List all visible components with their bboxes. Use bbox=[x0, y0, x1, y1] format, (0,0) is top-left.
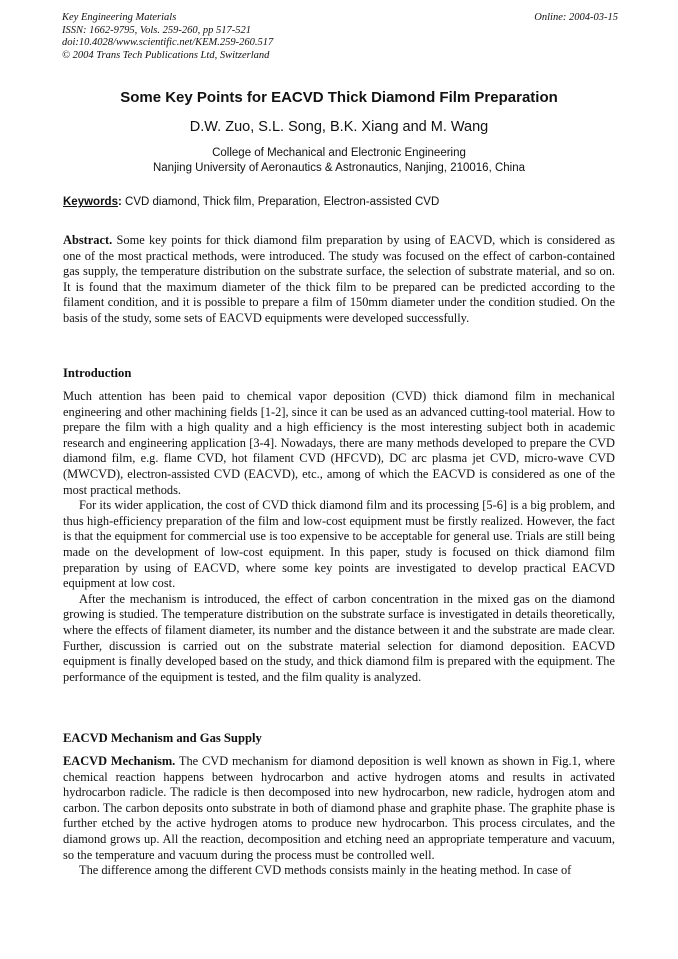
mechanism-run-in: EACVD Mechanism. bbox=[63, 754, 176, 768]
mechanism-paragraph-1: The CVD mechanism for diamond deposition is well known as shown in Fig.1, where chemical reaction happens between hydrocarbon and active hydrogen atoms and results in activated hydrocarbon radicle. The radicle is then decomposed into new hydrocarbon, new radicle, hydrogen atom and carbon. The carbon deposits onto substrate in both of diamond phase and graphite phase. The graphite phase is further etched by the active hydrogen atoms to produce new hydrocarbon. This process circulates, and the diamond grows up. All the reaction, decomposition and etching need an appropriate temperature and vacuum, so the temperature and vacuum during the process must be controlled well. bbox=[63, 754, 616, 862]
abstract-text: Some key points for thick diamond film preparation by using of EACVD, which is considered as one of the most practical methods, were introduced. The study was focused on the effect of carbon-contained gas supply, the temperature distribution on the substrate surface, the selection of substrate material, and so on. It is found that the maximum diameter of the thick film to be prepared can be predicted according to the filament condition, and it is possible to prepare a film of 150mm diameter under the condition studied. On the basis of the study, some sets of EACVD equipments were developed successfully. bbox=[63, 233, 615, 325]
affiliation bbox=[0, 146, 678, 176]
introduction-section bbox=[63, 389, 615, 685]
intro-paragraph-3: After the mechanism is introduced, the effect of carbon concentration in the mixed gas on the diamond growing is studied. The temperature distribution on the substrate surface is investigated in details theoretically, where the effects of filament diameter, its number and the distance between it and the substrate are made clear. Further, discussion is carried out on the substrate material selection for diamond deposition. EACVD equipment is finally developed based on the study, and thick diamond film is prepared with the equipment. The performance of the equipment is tested, and the film quality is analyzed. bbox=[63, 591, 615, 684]
introduction-heading: Introduction bbox=[63, 366, 132, 380]
paper-title: Some Key Points for EACVD Thick Diamond Film Preparation bbox=[120, 89, 558, 106]
intro-paragraph-2: For its wider application, the cost of CVD thick diamond film and its processing [5-6] is a big problem, and thus high-efficiency preparation of the film and low-cost equipment must be firstly realized. However, the fact is that the equipment for commercial use is too expensive to be acceptable for general use. Trials are still being made on the development of low-cost equipment. In this paper, study is focused on thick diamond film preparation by using of EACVD, where some key points are investigated to develop practical EACVD equipment at low cost. bbox=[63, 498, 615, 591]
abstract-label: Abstract. bbox=[63, 233, 113, 247]
abstract-section bbox=[63, 233, 615, 327]
online-date: Online: 2004-03-15 bbox=[534, 12, 618, 23]
keywords-line: Keywords: CVD diamond, Thick film, Preparation, Electron-assisted CVD bbox=[63, 196, 440, 208]
copyright-line: © 2004 Trans Tech Publications Ltd, Switzerland bbox=[62, 49, 270, 61]
author-list: D.W. Zuo, S.L. Song, B.K. Xiang and M. Wang bbox=[189, 119, 489, 135]
journal-info bbox=[62, 12, 442, 62]
mechanism-section bbox=[63, 754, 615, 879]
keywords-text: CVD diamond, Thick film, Preparation, Electron-assisted CVD bbox=[125, 196, 440, 208]
doi-line[interactable]: doi:10.4028/www.scientific.net/KEM.259-260.517 bbox=[62, 37, 274, 48]
intro-paragraph-1: Much attention has been paid to chemical vapor deposition (CVD) thick diamond film in mechanical engineering and other machining fields [1-2], since it can be used as an advanced cutting-tool material. How to prepare the film with a high quality and a high efficiency is the most interesting subject both in academic research and engineering application [3-4]. Nowadays, there are many methods developed to prepare the CVD diamond film, e.g. flame CVD, hot filament CVD (HFCVD), DC arc plasma jet CVD, micro-wave CVD (MWCVD), electron-assisted CVD (EACVD), etc., among of which the EACVD is considered as one of the most practical methods. bbox=[63, 389, 615, 497]
mechanism-paragraph-2: The difference among the different CVD methods consists mainly in the heating method. In case of bbox=[79, 863, 572, 878]
affiliation-university: Nanjing University of Aeronautics & Astronautics, Nanjing, 210016, China bbox=[152, 162, 526, 174]
issn-line: ISSN: 1662-9795, Vols. 259-260, pp 517-521 bbox=[62, 24, 251, 36]
journal-name: Key Engineering Materials bbox=[62, 12, 177, 23]
keywords-label: Keywords bbox=[63, 196, 118, 208]
mechanism-heading: EACVD Mechanism and Gas Supply bbox=[63, 731, 262, 745]
affiliation-college: College of Mechanical and Electronic Engineering bbox=[212, 147, 466, 159]
